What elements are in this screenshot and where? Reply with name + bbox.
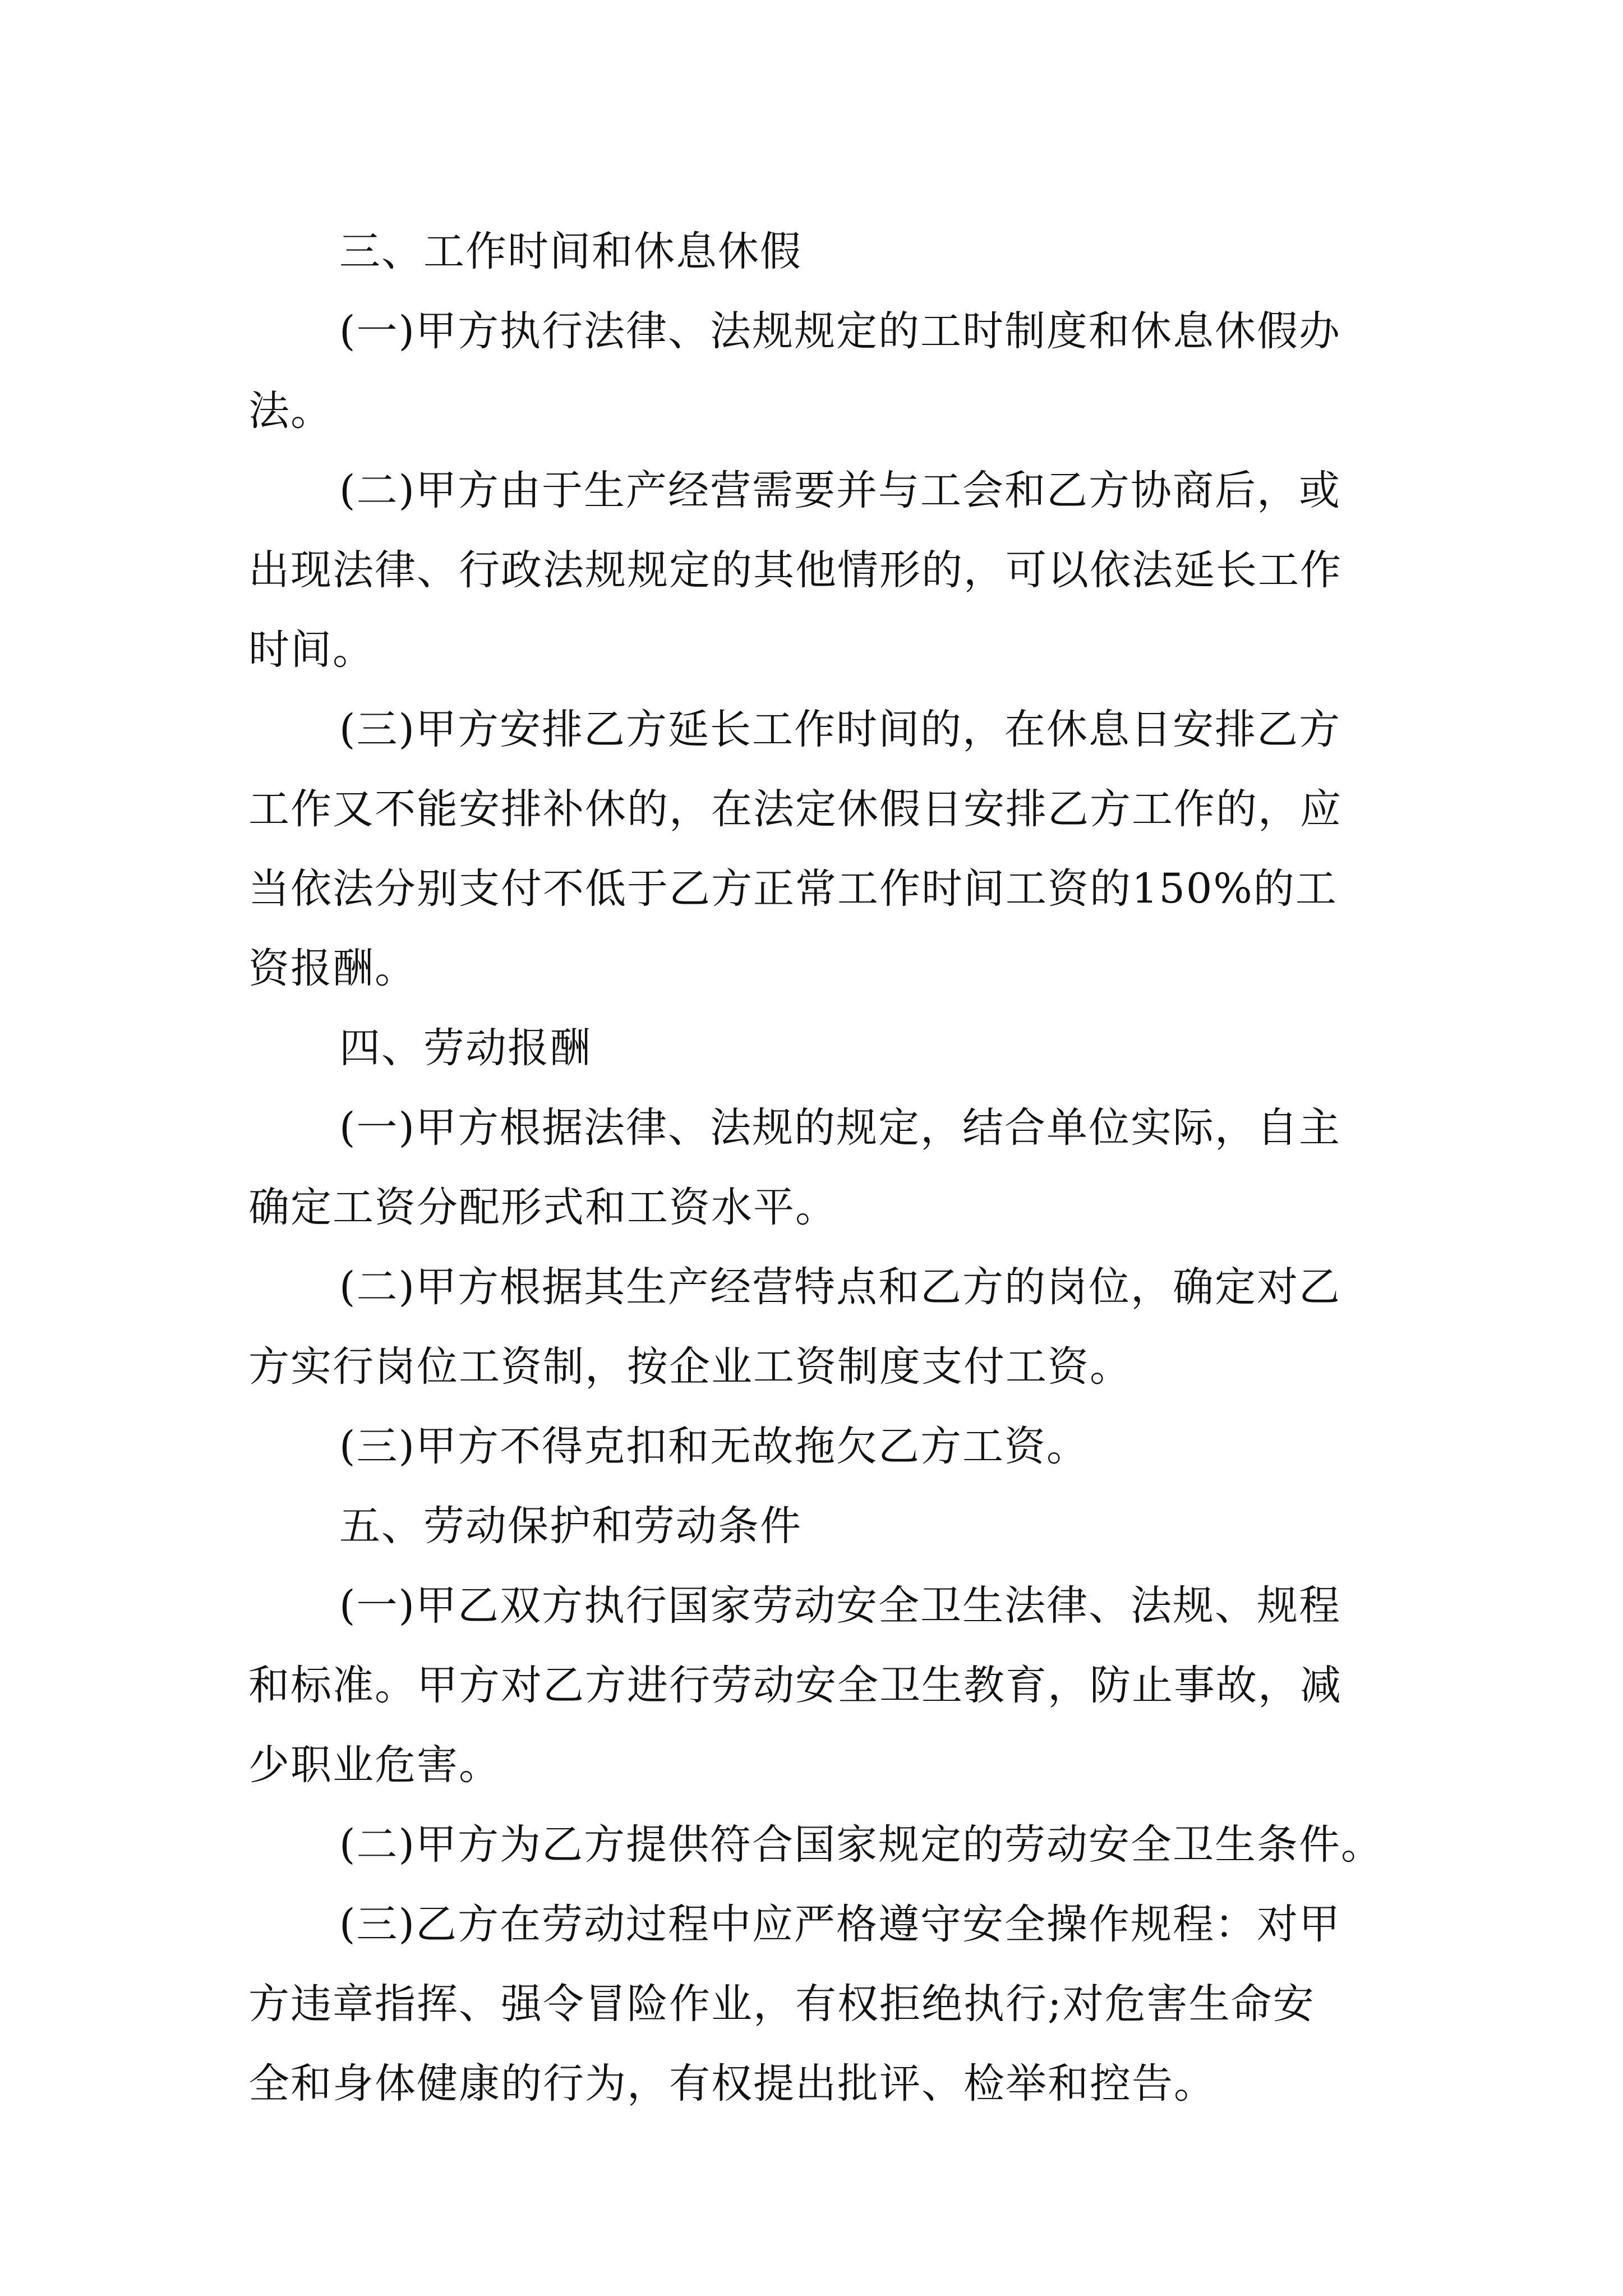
paragraph-line: (三)乙方在劳动过程中应严格遵守安全操作规程：对甲 xyxy=(339,1901,1341,1948)
paragraph-line: 确定工资分配形式和工资水平。 xyxy=(248,1184,837,1231)
section-heading-working-hours: 三、工作时间和休息休假 xyxy=(339,228,802,275)
section-heading-labor-protection: 五、劳动保护和劳动条件 xyxy=(339,1502,802,1550)
paragraph-line: 方违章指挥、强令冒险作业，有权拒绝执行;对危害生命安 xyxy=(248,1980,1315,2028)
paragraph-line: (一)甲方执行法律、法规规定的工时制度和休息休假办 xyxy=(339,307,1341,355)
paragraph-line: (二)甲方根据其生产经营特点和乙方的岗位，确定对乙 xyxy=(339,1263,1341,1311)
paragraph-line: (一)甲方根据法律、法规的规定，结合单位实际，自主 xyxy=(339,1104,1341,1152)
paragraph-line: (三)甲方安排乙方延长工作时间的，在休息日安排乙方 xyxy=(339,706,1341,753)
paragraph-line: 少职业危害。 xyxy=(248,1741,501,1789)
paragraph-line: 法。 xyxy=(248,387,333,435)
paragraph-line: 全和身体健康的行为，有权提出批评、检举和控告。 xyxy=(248,2060,1216,2108)
paragraph-line: 时间。 xyxy=(248,626,375,674)
paragraph-line: (一)甲乙双方执行国家劳动安全卫生法律、法规、规程 xyxy=(339,1582,1341,1630)
paragraph-line: 方实行岗位工资制，按企业工资制度支付工资。 xyxy=(248,1343,1132,1391)
section-heading-remuneration: 四、劳动报酬 xyxy=(339,1024,592,1072)
paragraph-line: 工作又不能安排补休的，在法定休假日安排乙方工作的，应 xyxy=(248,785,1342,833)
document-body xyxy=(248,212,1387,2124)
paragraph-line: (二)甲方由于生产经营需要并与工会和乙方协商后，或 xyxy=(339,467,1341,514)
paragraph-line: 出现法律、行政法规规定的其他情形的，可以依法延长工作 xyxy=(248,546,1342,594)
paragraph-line: 和标准。甲方对乙方进行劳动安全卫生教育，防止事故，减 xyxy=(248,1662,1342,1709)
paragraph-line: (三)甲方不得克扣和无故拖欠乙方工资。 xyxy=(339,1423,1089,1470)
paragraph-line: 资报酬。 xyxy=(248,945,417,992)
paragraph-line: (二)甲方为乙方提供符合国家规定的劳动安全卫生条件。 xyxy=(339,1821,1383,1869)
paragraph-line: 当依法分别支付不低于乙方正常工作时间工资的150%的工 xyxy=(248,865,1338,913)
